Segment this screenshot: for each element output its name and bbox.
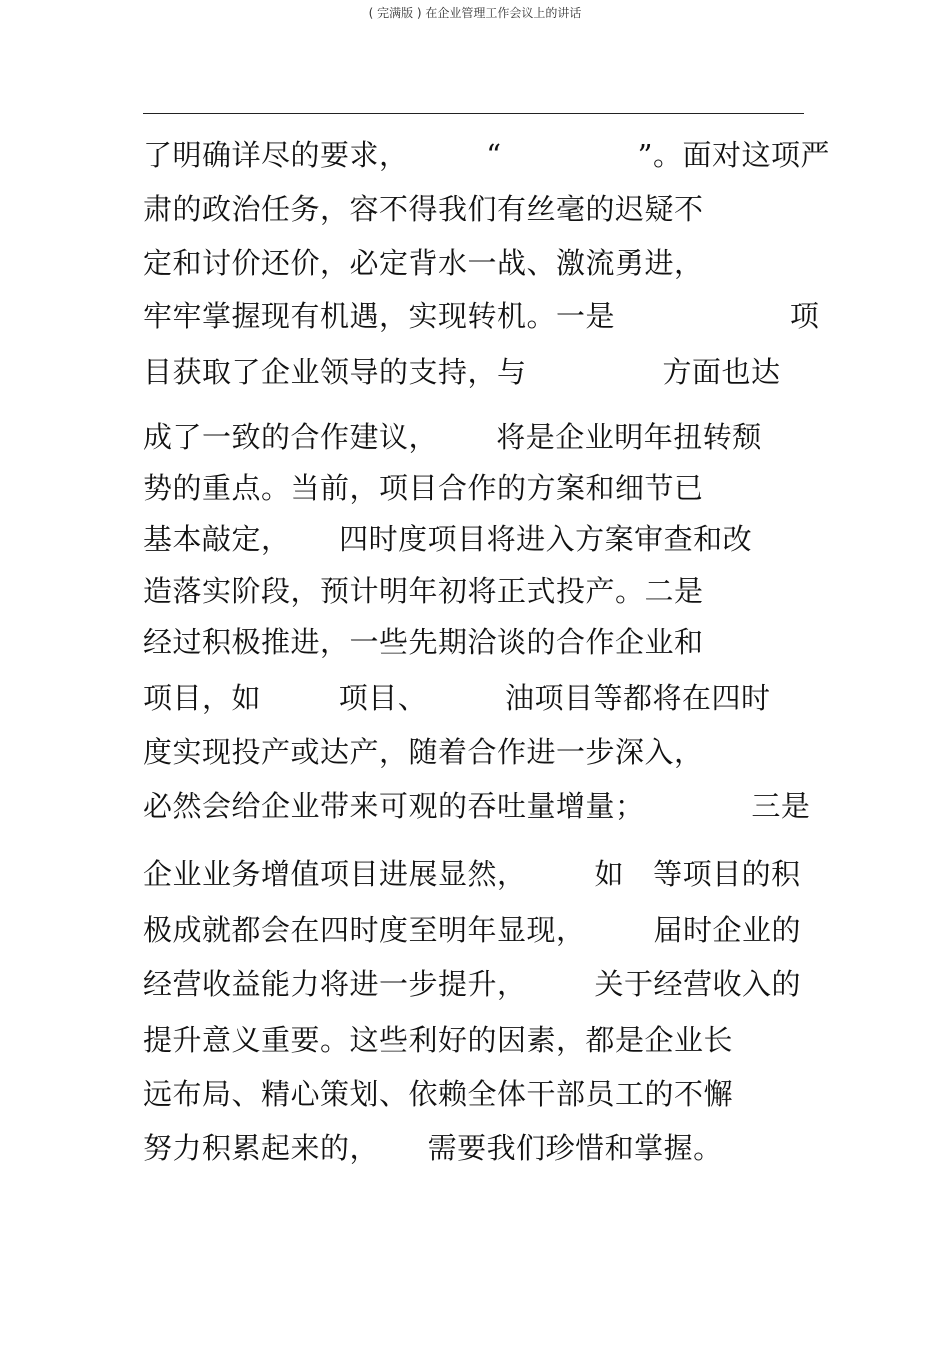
text-line: 极成就都会在四时度至明年显现， 届时企业的 xyxy=(143,913,802,947)
text-line: 肃的政治任务，容不得我们有丝毫的迟疑不 xyxy=(143,192,704,226)
text-line: 经营收益能力将进一步提升， 关于经营收入的 xyxy=(143,967,802,1001)
text-line: 提升意义重要。这些利好的因素，都是企业长 xyxy=(143,1023,734,1057)
text-line: 了明确详尽的要求， “ ”。面对这项严 xyxy=(143,138,830,172)
text-line: 必然会给企业带来可观的吞吐量增量； 三是 xyxy=(143,789,811,823)
text-line: 目获取了企业领导的支持，与 方面也达 xyxy=(143,355,781,389)
text-line: 企业业务增值项目进展显然， 如 等项目的积 xyxy=(143,857,801,891)
text-line: 度实现投产或达产，随着合作进一步深入， xyxy=(143,735,704,769)
text-line: 定和讨价还价，必定背水一战、激流勇进， xyxy=(143,246,704,280)
text-line: 努力积累起来的， 需要我们珍惜和掌握。 xyxy=(143,1131,723,1165)
text-line: 造落实阶段，预计明年初将正式投产。二是 xyxy=(143,574,704,608)
text-line: 基本敲定， 四时度项目将进入方案审查和改 xyxy=(143,522,753,556)
page-header: ( 完满版 ) 在企业管理工作会议上的讲话 xyxy=(368,6,582,20)
text-line: 牢牢掌握现有机遇，实现转机。一是 项 xyxy=(143,299,820,333)
text-line: 远布局、精心策划、依赖全体干部员工的不懈 xyxy=(143,1077,734,1111)
text-line: 势的重点。当前，项目合作的方案和细节已 xyxy=(143,471,704,505)
text-line: 经过积极推进，一些先期洽谈的合作企业和 xyxy=(143,625,704,659)
header-divider xyxy=(143,113,804,114)
text-line: 成了一致的合作建议， 将是企业明年扭转颓 xyxy=(143,420,762,454)
text-line: 项目，如 项目、 油项目等都将在四时 xyxy=(143,681,771,715)
